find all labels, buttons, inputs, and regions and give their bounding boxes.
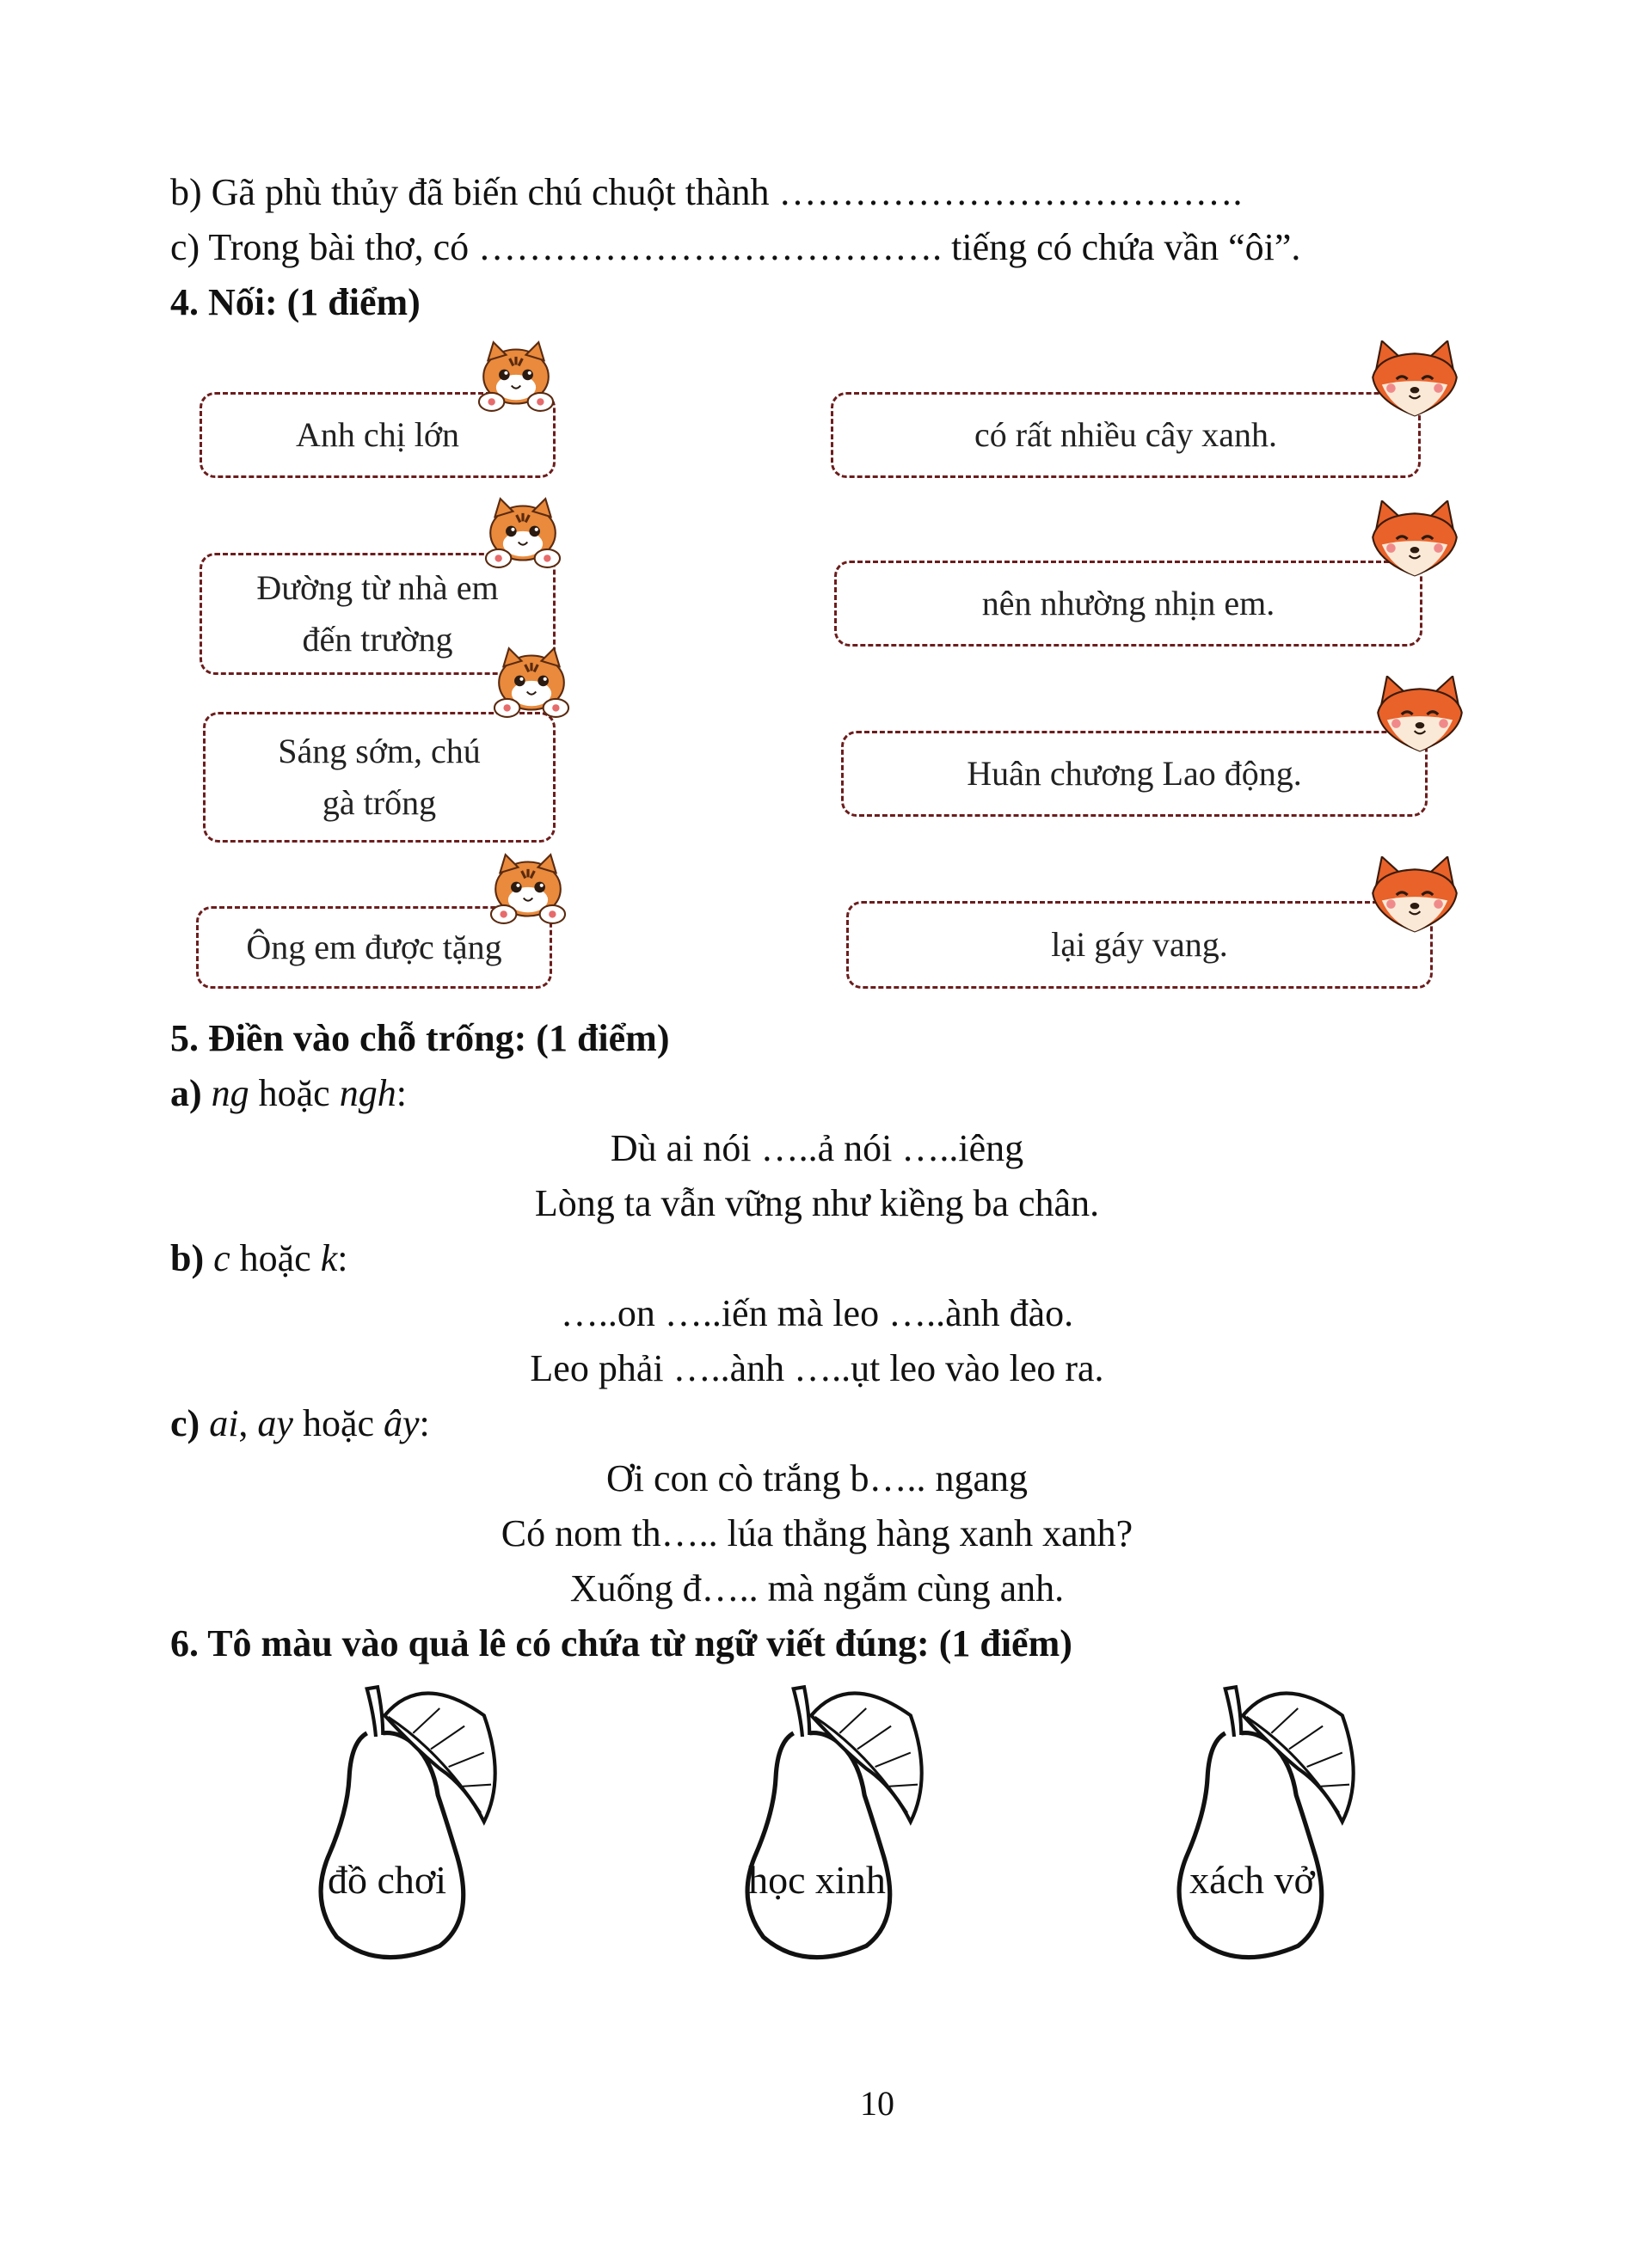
- tiger-cub-icon: [475, 340, 557, 413]
- q5-b-mid: hoặc: [230, 1237, 321, 1279]
- q5-b-opt2: k: [320, 1237, 338, 1279]
- q5-a-opt2: ngh: [339, 1072, 396, 1114]
- match-left-3-line2: gà trống: [322, 783, 437, 822]
- match-left-2-line1: Đường từ nhà em: [256, 568, 499, 607]
- match-left-4-text: Ông em được tặng: [246, 928, 502, 966]
- fox-face-icon: [1369, 340, 1460, 418]
- q4-title: 4. Nối: (1 điểm): [170, 281, 421, 323]
- match-left-3[interactable]: [203, 712, 556, 843]
- match-right-4-text: lại gáy vang.: [1051, 925, 1228, 964]
- q5-c-mid: hoặc: [292, 1402, 384, 1444]
- q6-title: 6. Tô màu vào quả lê có chứa từ ngữ viết đúng: (1 điểm): [170, 1622, 1072, 1664]
- q5-c-end: :: [419, 1402, 430, 1444]
- fox-face-icon: [1369, 856, 1460, 934]
- q5-c-line-2: Có nom th….. lúa thẳng hàng xanh xanh?: [501, 1512, 1133, 1554]
- match-right-3[interactable]: [841, 731, 1428, 817]
- pear-2-label: học xinh: [748, 1858, 886, 1902]
- tiger-cub-icon: [490, 647, 573, 719]
- q5-a-end: :: [396, 1072, 407, 1114]
- q5-c-sep: ,: [238, 1402, 258, 1444]
- pear-1-icon[interactable]: [292, 1680, 516, 1964]
- pear-1-label: đồ chơi: [327, 1858, 447, 1902]
- q5-a-line-1: Dù ai nói …..ả nói …..iêng: [610, 1127, 1024, 1169]
- q5-b-label: [170, 1233, 347, 1284]
- match-right-1-text: có rất nhiều cây xanh.: [974, 415, 1278, 454]
- match-right-4[interactable]: [846, 901, 1433, 989]
- q5-a-opt1: ng: [211, 1072, 249, 1114]
- q5-c-line-1: Ơi con cò trắng b….. ngang: [606, 1457, 1028, 1499]
- q5-a-mid: hoặc: [249, 1072, 340, 1114]
- q5-b-marker: b): [170, 1237, 205, 1279]
- q5-a-line-2: Lòng ta vẫn vững như kiềng ba chân.: [534, 1182, 1100, 1224]
- q5-a-label: [170, 1068, 407, 1119]
- match-left-3-line1: Sáng sớm, chú: [278, 732, 481, 770]
- q5-title: 5. Điền vào chỗ trống: (1 điểm): [170, 1017, 670, 1059]
- fox-face-icon: [1369, 500, 1460, 578]
- match-right-2[interactable]: [834, 561, 1422, 647]
- q5-c-marker: c): [170, 1402, 200, 1444]
- q5-c-opt1: ai: [209, 1402, 239, 1444]
- q5-c-label: [170, 1398, 430, 1450]
- q3-line-b: b) Gã phù thủy đã biến chú chuột thành ……………………………….: [170, 171, 1243, 213]
- page-number: 10: [860, 2084, 894, 2123]
- pear-2-icon[interactable]: [719, 1680, 943, 1964]
- tiger-cub-icon: [482, 497, 564, 569]
- q3-line-c: c) Trong bài thơ, có ………………………………. tiếng có chứa vần “ôi”.: [170, 226, 1301, 268]
- q5-b-opt1: c: [213, 1237, 230, 1279]
- q5-c-opt3: ây: [384, 1402, 420, 1444]
- q5-b-end: :: [337, 1237, 348, 1279]
- q5-c-line-3: Xuống đ….. mà ngắm cùng anh.: [569, 1567, 1065, 1609]
- match-right-3-text: Huân chương Lao động.: [967, 754, 1302, 793]
- match-right-2-text: nên nhường nhịn em.: [981, 584, 1275, 622]
- fox-face-icon: [1374, 676, 1465, 753]
- q5-b-line-2: Leo phải …..ành …..ụt leo vào leo ra.: [530, 1347, 1104, 1389]
- match-left-1-text: Anh chị lớn: [295, 415, 460, 454]
- pear-3-label: xách vở: [1189, 1858, 1315, 1902]
- tiger-cub-icon: [487, 853, 569, 925]
- q5-a-marker: a): [170, 1072, 202, 1114]
- pear-3-icon[interactable]: [1151, 1680, 1374, 1964]
- q5-c-opt2: ay: [257, 1402, 293, 1444]
- match-right-1[interactable]: [831, 392, 1421, 478]
- match-left-2-line2: đến trường: [302, 620, 453, 659]
- q5-b-line-1: …..on …..iến mà leo …..ành đào.: [560, 1292, 1074, 1334]
